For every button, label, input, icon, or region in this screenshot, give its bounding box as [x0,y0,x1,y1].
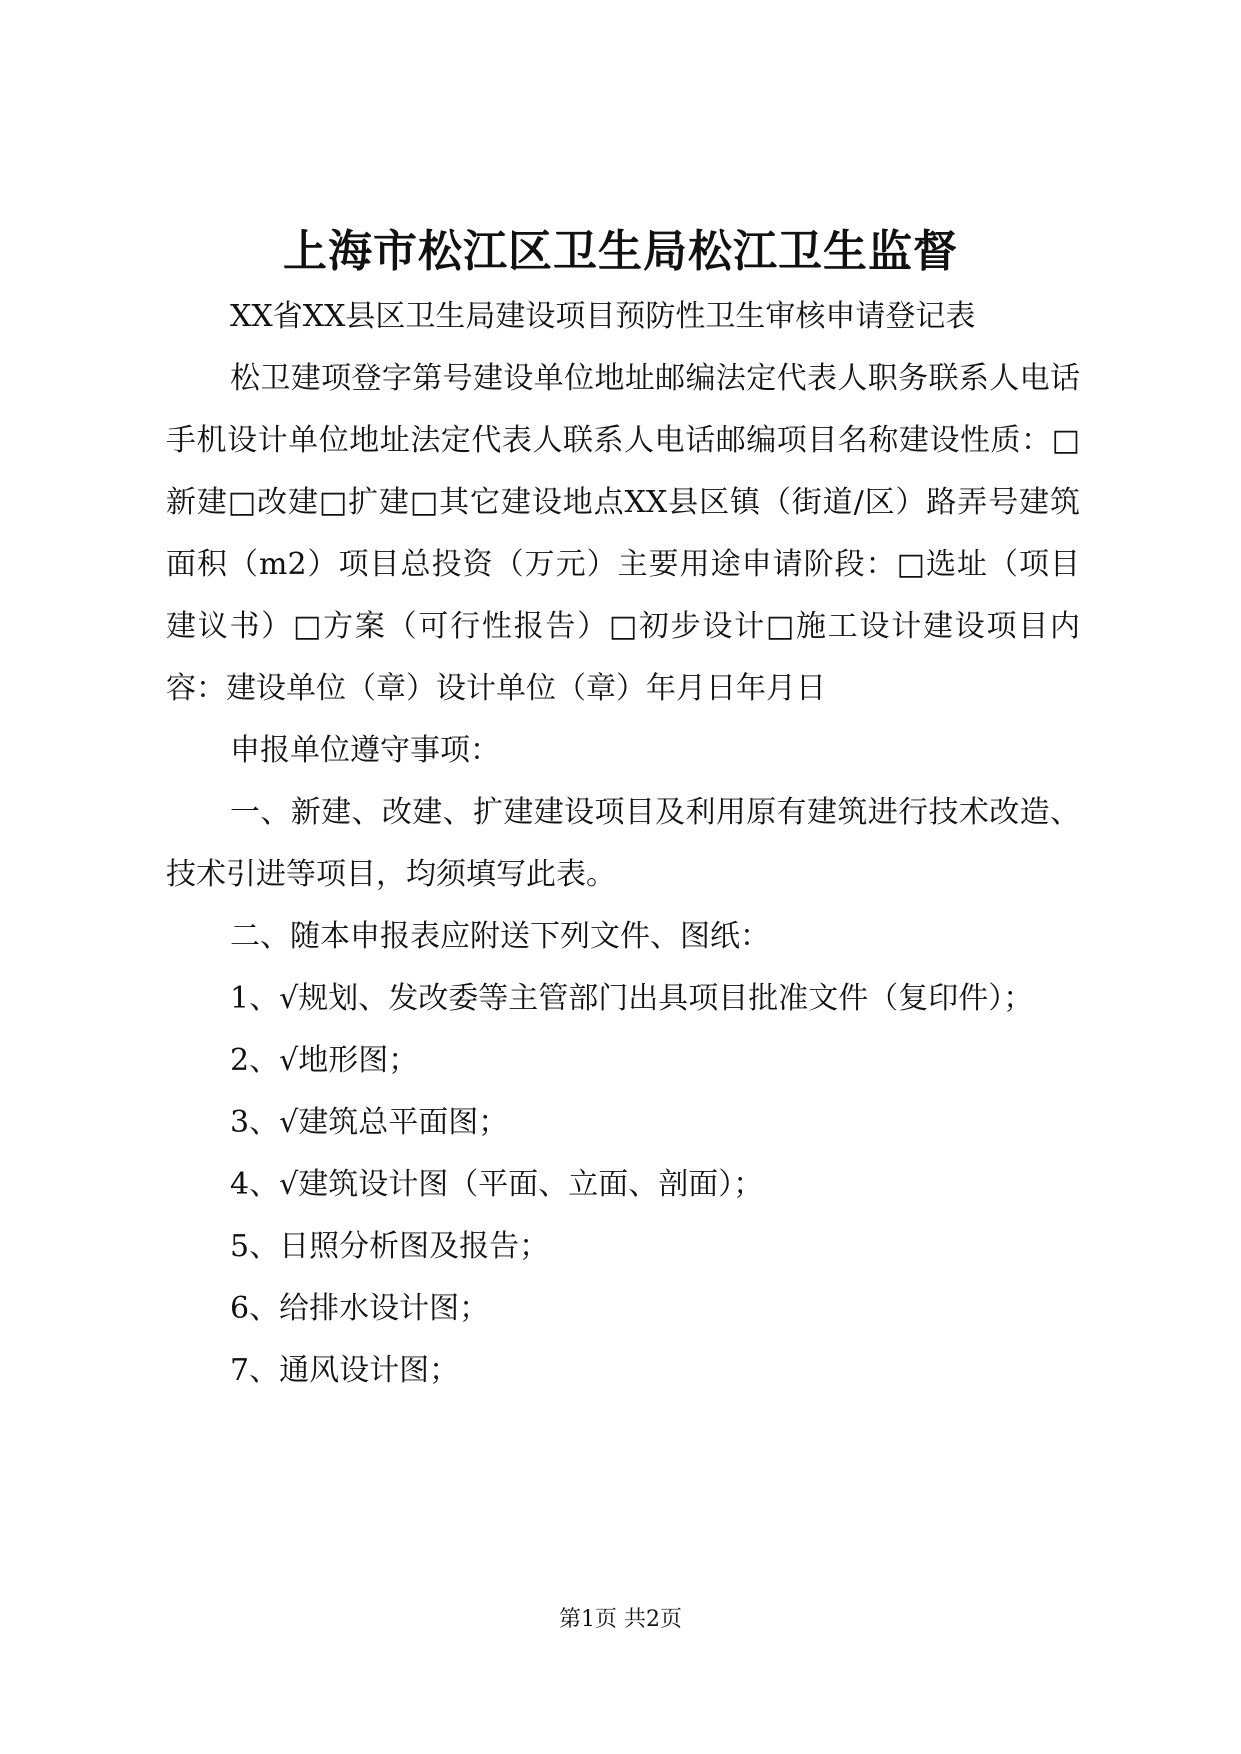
attachment-item-1: 1、√规划、发改委等主管部门出具项目批准文件（复印件）； [230,981,1034,1016]
compliance-heading: 申报单位遵守事项： [230,733,500,768]
rule-item-1: 一、新建、改建、扩建建设项目及利用原有建筑进行技术改造、技术引进等项目，均须填写此表。 [166,795,1080,892]
attachment-item-7: 7、通风设计图； [230,1353,460,1388]
registration-form-fields-paragraph: 松卫建项登字第号建设单位地址邮编法定代表人职务联系人电话手机设计单位地址法定代表人联系人电话邮编项目名称建设性质：□新建□改建□扩建□其它建设地点XX县区镇（街道/区）路弄号建筑面积（m2）项目总投资（万元）主要用途申请阶段：□选址（项目建议书）□方案（可行性报告）□初步设计□施工设计建设项目内容：建设单位（章）设计单位（章）年月日年月日 [166,361,1080,706]
attachment-item-3: 3、√建筑总平面图； [230,1105,509,1140]
document-title: 上海市松江区卫生局松江卫生监督 [283,226,958,277]
form-title-paragraph: XX省XX县区卫生局建设项目预防性卫生审核申请登记表 [230,299,976,334]
attachment-item-6: 6、给排水设计图； [230,1291,490,1326]
page-number-footer: 第1页 共2页 [559,1607,682,1632]
attachment-item-5: 5、日照分析图及报告； [230,1229,550,1264]
attachment-item-4: 4、√建筑设计图（平面、立面、剖面）； [230,1167,764,1202]
rule-item-2: 二、随本申报表应附送下列文件、图纸： [230,919,770,954]
attachment-item-2: 2、√地形图； [230,1043,419,1078]
document-body [166,286,1080,1402]
